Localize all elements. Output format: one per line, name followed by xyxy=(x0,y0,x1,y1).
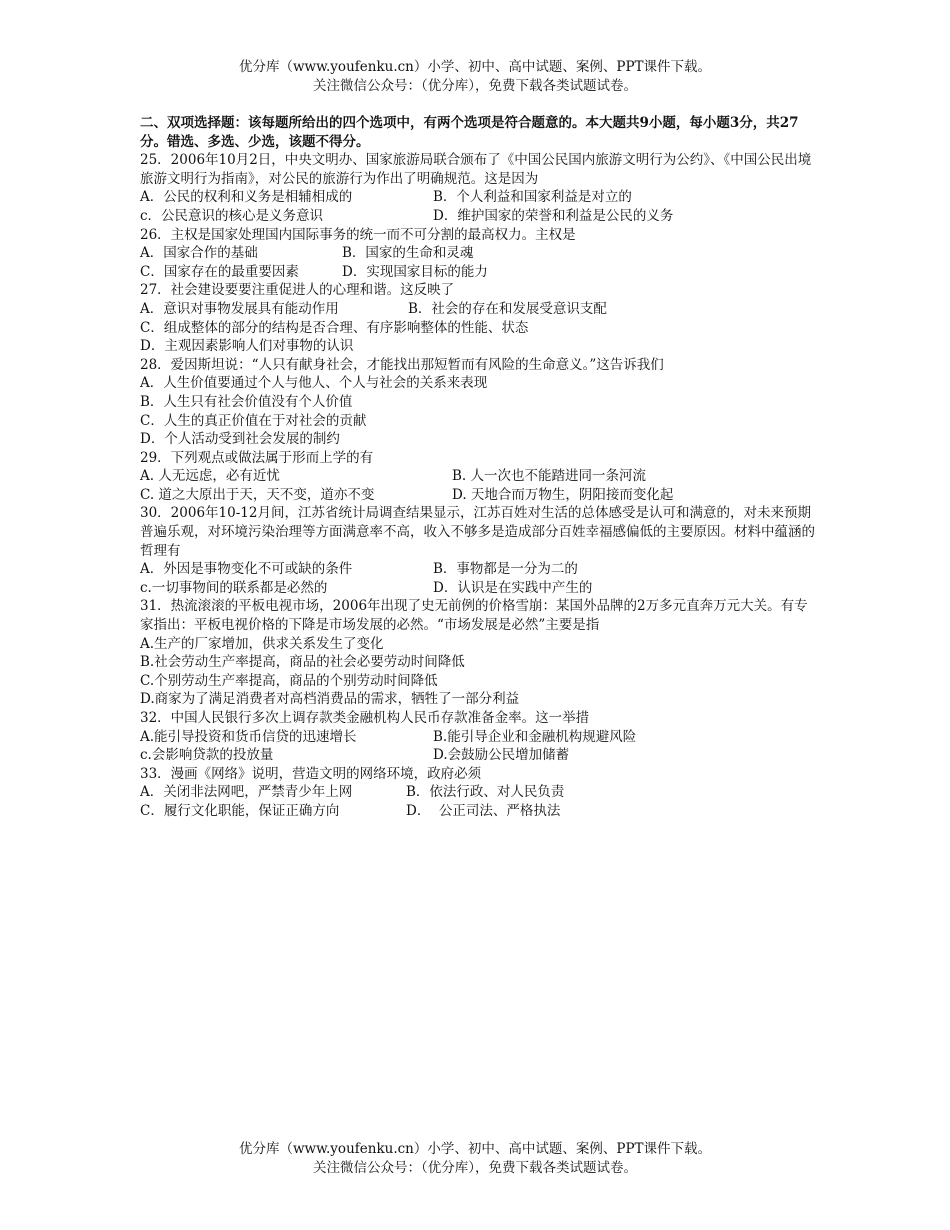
section-title: 二、双项选择题：该每题所给出的四个选项中，有两个选项是符合题意的。本大题共9小题，每小题3分，共27分。错选、多选、少选，该题不得分。 xyxy=(140,115,799,150)
option-a: A．人生价值要通过个人与他人、个人与社会的关系来表现 xyxy=(140,375,488,392)
exam-content xyxy=(140,114,820,821)
question-28-stem: 28．爱因斯坦说：“人只有献身社会，才能找出那短暂而有风险的生命意义。”这告诉我们 xyxy=(140,356,664,373)
option-d: D.会鼓励公民增加储蓄 xyxy=(433,747,570,764)
option-c: C．国家存在的最重要因素 xyxy=(140,263,299,280)
option-a: A．外因是事物变化不可或缺的条件 xyxy=(140,561,353,578)
option-a: A．公民的权利和义务是相辅相成的 xyxy=(140,189,353,206)
option-d: D.商家为了满足消费者对高档消费品的需求，牺牲了一部分利益 xyxy=(140,691,520,708)
option-d: D．个人活动受到社会发展的制约 xyxy=(140,431,340,448)
option-a: A.生产的厂家增加，供求关系发生了变化 xyxy=(140,635,384,652)
question-30-options-row-2 xyxy=(140,579,820,598)
question-25-stem: 25．2006年10月2日，中央文明办、国家旅游局联合颁布了《中国公民国内旅游文明行为公约》、《中国公民出境旅游文明行为指南》，对公民的旅游行为作出了明确规范。这是因为 xyxy=(140,152,812,187)
question-33-options-row-1 xyxy=(140,783,820,802)
option-c: c.会影响贷款的投放量 xyxy=(140,747,274,764)
option-b: B.能引导企业和金融机构规避风险 xyxy=(433,728,637,745)
page-header xyxy=(0,58,950,96)
header-line-2: 关注微信公众号：（优分库），免费下载各类试题试卷。 xyxy=(313,78,637,94)
option-d: D．实现国家目标的能力 xyxy=(342,263,488,280)
question-32-stem: 32．中国人民银行多次上调存款类金融机构人民币存款准备金率。这一举措 xyxy=(140,710,590,726)
question-27-stem: 27．社会建设要要注重促进人的心理和谐。这反映了 xyxy=(140,282,455,299)
question-25-options-row-2 xyxy=(140,207,820,226)
option-a: A．关闭非法网吧，严禁青少年上网 xyxy=(140,784,353,801)
option-d: D．认识是在实践中产生的 xyxy=(433,579,593,596)
question-32-options-row-2 xyxy=(140,746,820,765)
question-27-options-row-1 xyxy=(140,300,820,319)
question-29-options-row-1 xyxy=(140,467,820,486)
option-b: B．国家的生命和灵魂 xyxy=(342,245,474,262)
option-c: C. 道之大原出于天，天不变，道亦不变 xyxy=(140,486,375,503)
option-b: B. 人一次也不能踏进同一条河流 xyxy=(452,468,647,485)
option-c: C．组成整体的部分的结构是否合理、有序影响整体的性能、状态 xyxy=(140,319,529,336)
option-c: c.一切事物间的联系都是必然的 xyxy=(140,579,328,596)
question-29-stem: 29．下列观点或做法属于形而上学的有 xyxy=(140,449,374,466)
option-b: B．事物都是一分为二的 xyxy=(433,561,578,578)
option-a: A. 人无远虑，必有近忧 xyxy=(140,468,280,485)
question-30-options-row-1 xyxy=(140,560,820,579)
question-31-stem: 31．热流滚滚的平板电视市场，2006年出现了史无前例的价格雪崩：某国外品牌的2万多元直奔万元大关。有专家指出：平板电视价格的下降是市场发展的必然。“市场发展是必然”主要是指 xyxy=(140,598,808,634)
option-b: B．社会的存在和发展受意识支配 xyxy=(408,300,607,317)
question-30-stem: 30．2006年10-12月间，江苏省统计局调查结果显示，江苏百姓对生活的总体感受是认可和满意的，对未来预期普遍乐观，对环境污染治理等方面满意率不高，收入不够多是造成部分百姓幸福感偏低的主要原因。材料中蕴涵的哲理有 xyxy=(140,505,815,559)
header-line-1: 优分库（www.youfenku.cn）小学、初中、高中试题、案例、PPT课件下载。 xyxy=(238,59,712,75)
question-33-stem: 33．漫画《网络》说明，营造文明的网络环境，政府必须 xyxy=(140,765,482,782)
question-26-options-row-2 xyxy=(140,263,820,282)
question-29-options-row-2 xyxy=(140,486,820,505)
page-footer xyxy=(0,1140,950,1178)
option-d: D．维护国家的荣誉和利益是公民的义务 xyxy=(433,207,674,224)
option-b: B．个人利益和国家利益是对立的 xyxy=(433,189,632,206)
option-c: C．人生的真正价值在于对社会的贡献 xyxy=(140,412,367,429)
option-b: B．依法行政、对人民负责 xyxy=(406,784,565,801)
option-d: D． 公正司法、严格执法 xyxy=(406,802,561,819)
option-d: D. 天地合而万物生，阴阳接而变化起 xyxy=(452,486,674,503)
question-32-options-row-1 xyxy=(140,728,820,747)
option-a: A．意识对事物发展具有能动作用 xyxy=(140,300,339,317)
question-26-stem: 26．主权是国家处理国内国际事务的统一而不可分割的最高权力。主权是 xyxy=(140,226,576,243)
question-25-options-row-1 xyxy=(140,188,820,207)
option-d: D．主观因素影响人们对事物的认识 xyxy=(140,338,354,355)
footer-line-1: 优分库（www.youfenku.cn）小学、初中、高中试题、案例、PPT课件下载。 xyxy=(238,1141,712,1157)
option-a: A.能引导投资和货币信贷的迅速增长 xyxy=(140,728,357,745)
option-a: A．国家合作的基础 xyxy=(140,245,258,262)
option-b: B．人生只有社会价值没有个人价值 xyxy=(140,393,353,410)
footer-line-2: 关注微信公众号：（优分库），免费下载各类试题试卷。 xyxy=(313,1160,637,1176)
option-c: C．履行文化职能，保证正确方向 xyxy=(140,802,340,819)
question-33-options-row-2 xyxy=(140,802,820,821)
question-26-options-row-1 xyxy=(140,244,820,263)
option-c: C.个别劳动生产率提高，商品的个别劳动时间降低 xyxy=(140,672,438,689)
option-c: c．公民意识的核心是义务意识 xyxy=(140,207,324,224)
option-b: B.社会劳动生产率提高，商品的社会必要劳动时间降低 xyxy=(140,654,465,671)
